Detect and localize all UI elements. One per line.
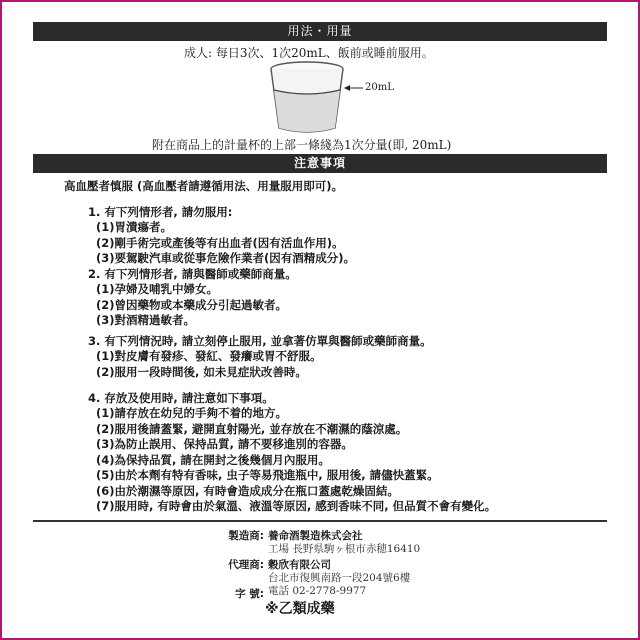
list-item: (3)為防止誤用、保持品質, 請不要移進別的容器。 bbox=[96, 437, 353, 451]
adult-dosage-text: 成人: 每日3次、1次20mL、飯前或睡前服用。 bbox=[184, 46, 434, 60]
section-heading: 3. 有下列情況時, 請立刻停止服用, 並拿著仿單與醫師或藥師商量。 bbox=[88, 334, 432, 348]
list-item: (1)請存放在幼兒的手夠不着的地方。 bbox=[96, 406, 288, 420]
hypertension-warning: 高血壓者慎服 (高血壓者請遵循用法、用量服用即可)。 bbox=[64, 179, 344, 193]
list-item: (6)由於潮濕等原因, 有時會造成成分在瓶口蓋處乾燥固結。 bbox=[96, 483, 399, 498]
notes-section-3 bbox=[88, 333, 432, 380]
list-item: (7)服用時, 有時會由於氣溫、液溫等原因, 感到香味不同, 但品質不會有變化。 bbox=[96, 499, 497, 513]
notes-section-1 bbox=[88, 204, 355, 267]
notes-section-2 bbox=[88, 266, 297, 329]
cup-instruction-text: 附在商品上的計量杯的上部一條綫為1次分量(即, 20mL) bbox=[152, 138, 452, 152]
list-item: (2)服用後請蓋緊, 避開直射陽光, 並存放在不潮濕的蔭涼處。 bbox=[96, 421, 408, 436]
list-item: (4)為保持品質, 請在開封之後幾個月內服用。 bbox=[96, 452, 330, 467]
list-item: (2)服用一段時間後, 如未見症狀改善時。 bbox=[96, 364, 307, 379]
list-item: (3)要駕駛汽車或從事危險作業者(因有酒精成分)。 bbox=[96, 251, 356, 265]
drug-class-label: ※乙類成藥 bbox=[265, 601, 335, 617]
divider bbox=[33, 520, 607, 522]
list-item: (2)曾因藥物或本藥成分引起過敏者。 bbox=[96, 297, 288, 312]
agent-name: 穀欣有限公司 bbox=[268, 559, 331, 571]
agent-label: 代理商: bbox=[228, 559, 264, 571]
list-item: (1)孕婦及哺乳中婦女。 bbox=[96, 282, 219, 296]
section-heading: 2. 有下列情形者, 請與醫師或藥師商量。 bbox=[88, 267, 297, 281]
maker-address: 工場 長野県駒ヶ根市赤穂16410 bbox=[268, 543, 421, 555]
maker-label: 製造商: bbox=[228, 530, 264, 542]
list-item: (3)對酒精過敏者。 bbox=[96, 313, 196, 327]
agent-phone: 電話 02-2778-9977 bbox=[268, 585, 367, 597]
section-heading: 4. 存放及使用時, 請注意如下事項。 bbox=[88, 391, 274, 405]
list-item: (1)對皮膚有發疹、發紅、發癢或胃不舒服。 bbox=[96, 349, 322, 363]
license-label: 字 號: bbox=[235, 588, 264, 600]
list-item: (5)由於本劑有特有香味, 虫子等易飛進瓶中, 服用後, 請儘快蓋緊。 bbox=[96, 468, 439, 482]
measure-label: 20mL bbox=[365, 82, 394, 93]
usage-title-bar: 用法・用量 bbox=[33, 22, 607, 41]
notes-title-bar: 注意事項 bbox=[33, 154, 607, 173]
maker-name: 養命酒製造株式会社 bbox=[268, 530, 363, 542]
agent-address: 台北市復興南路一段204號6樓 bbox=[268, 572, 411, 584]
measuring-cup-icon bbox=[268, 60, 368, 138]
list-item: (1)胃潰瘍者。 bbox=[96, 220, 173, 234]
notes-section-4 bbox=[88, 390, 496, 515]
section-heading: 1. 有下列情形者, 請勿服用: bbox=[88, 205, 233, 219]
list-item: (2)剛手術完或產後等有出血者(因有活血作用)。 bbox=[96, 235, 344, 250]
